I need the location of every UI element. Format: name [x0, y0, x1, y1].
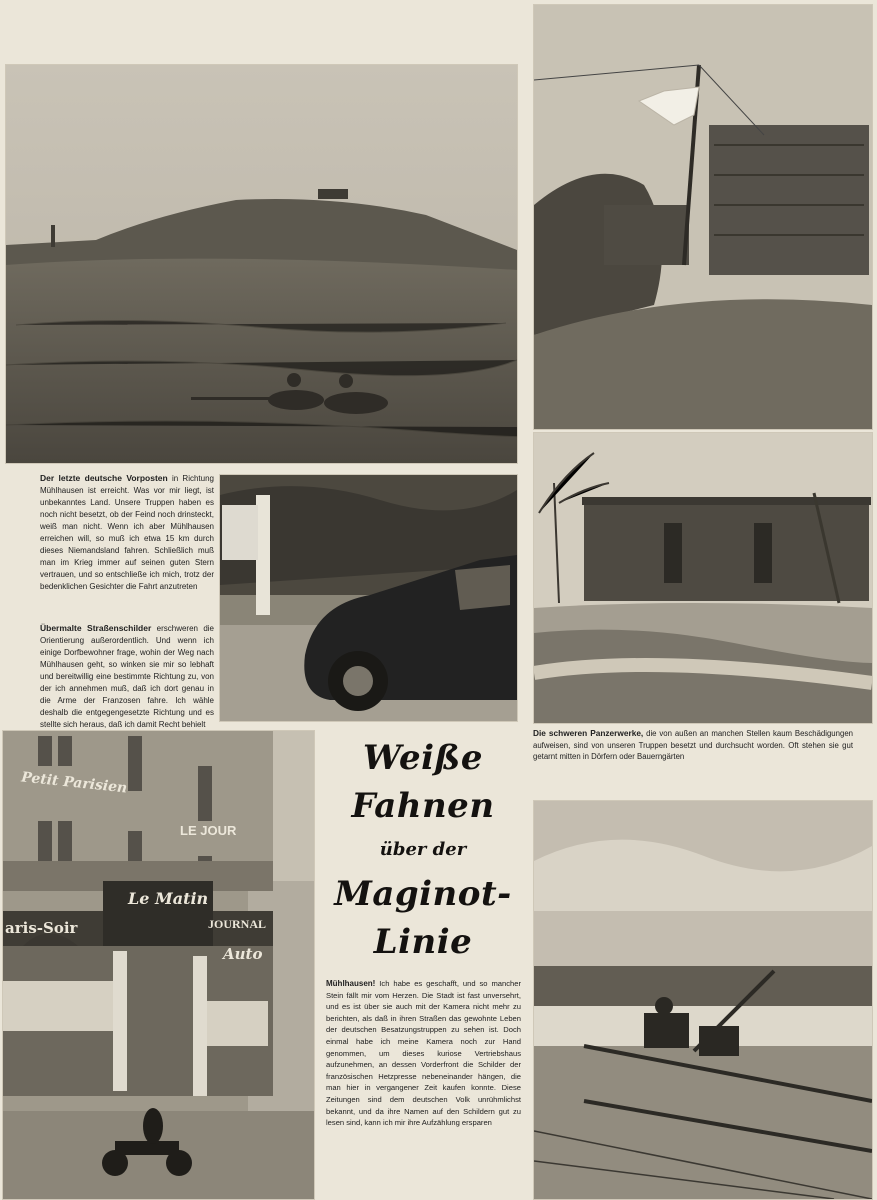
- sign-paris-soir: aris-Soir: [5, 919, 78, 937]
- caption-strassenschilder: Übermalte Straßenschilder erschweren die Orientierung außerordentlich. Und wenn ich einige Dorfbewohner frage, wohin der Weg nach Mühlhausen geht, so winken sie mir so lebhaft und bereitwillig eine bestimmte Richtung zu, von der ich annehmen muß, daß ich dort genau in die Arme der Franzosen fahre. Ich wähle deshalb die entgegengesetzte Richtung und es stellte sich heraus, daß ich damit Recht behielt: [40, 623, 214, 729]
- photo-newspaper-building: [2, 730, 315, 1200]
- headline-line-1: Weiße: [363, 738, 483, 778]
- article-body: Mühlhausen! Ich habe es geschafft, und so mancher Stein fällt mir vom Herzen. Die Stadt ist fast unversehrt, und es ist über sie auch mit der Kamera nicht mehr zu berichten, als daß in ihren Straßen das gewohnte Leben der deutschen Besatzungstruppen zu sehen ist. Doch einmal habe ich meine Kamera noch zur Hand genommen, um dieses kuriose Vertriebshaus aufzunehmen, an dessen Vorderfront die Schilder der französischen Hetzpresse nebeneinander hängen, die man hier in vergangener Zeit kaufen konnte. Diese Zeitungen sind dem deutschen Volk unrühmlichst bekannt, und da ihre Namen auf den Schildern gut zu lesen sind, kann ich mir ihre Aufzählung ersparen: [326, 979, 521, 1128]
- caption-vorposten: Der letzte deutsche Vorposten in Richtung Mühlhausen ist erreicht. Was vor mir liegt, ist unbekanntes Land. Unsere Truppen haben es noch nicht besetzt, ob der Feind noch drinsteckt, weiß man nicht. Wenn ich aber Mühlhausen erreichen will, so muß ich etwa 15 km durch dieses Niemandsland fahren. Schließlich muß man im Krieg immer auf seinen guten Stern vertrauen, und so entschließe ich mich, trotz der bedenklichen Gesichter die Fahrt anzutreten: [40, 473, 214, 591]
- photo-anti-aircraft-gun-river: [533, 800, 873, 1200]
- headline-line-3: über der: [379, 839, 467, 860]
- photo-car-road-sign: [219, 474, 518, 722]
- headline-line-5: Linie: [373, 922, 473, 962]
- sign-le-matin: Le Matin: [128, 889, 209, 908]
- sign-petit-parisien: Petit Parisien: [20, 769, 128, 797]
- headline: [318, 734, 528, 966]
- photo-soldiers-on-hill: [5, 64, 518, 464]
- sign-l-auto: Auto: [223, 945, 263, 963]
- caption-panzerwerke: Die schweren Panzerwerke, die von außen an manchen Stellen kaum Beschädigungen aufweisen, sind von unseren Truppen besetzt und durchsucht worden. Oft stehen sie gut getarnt mitten in Dörfern oder Bauerngärten: [533, 728, 853, 761]
- sign-journal: JOURNAL: [208, 917, 267, 931]
- sign-le-jour: LE JOUR: [180, 823, 237, 838]
- headline-line-2: Fahnen: [351, 786, 495, 826]
- headline-line-4: Maginot-: [334, 874, 512, 914]
- photo-bunker: [533, 432, 873, 724]
- photo-white-flag-fortification: [533, 4, 873, 430]
